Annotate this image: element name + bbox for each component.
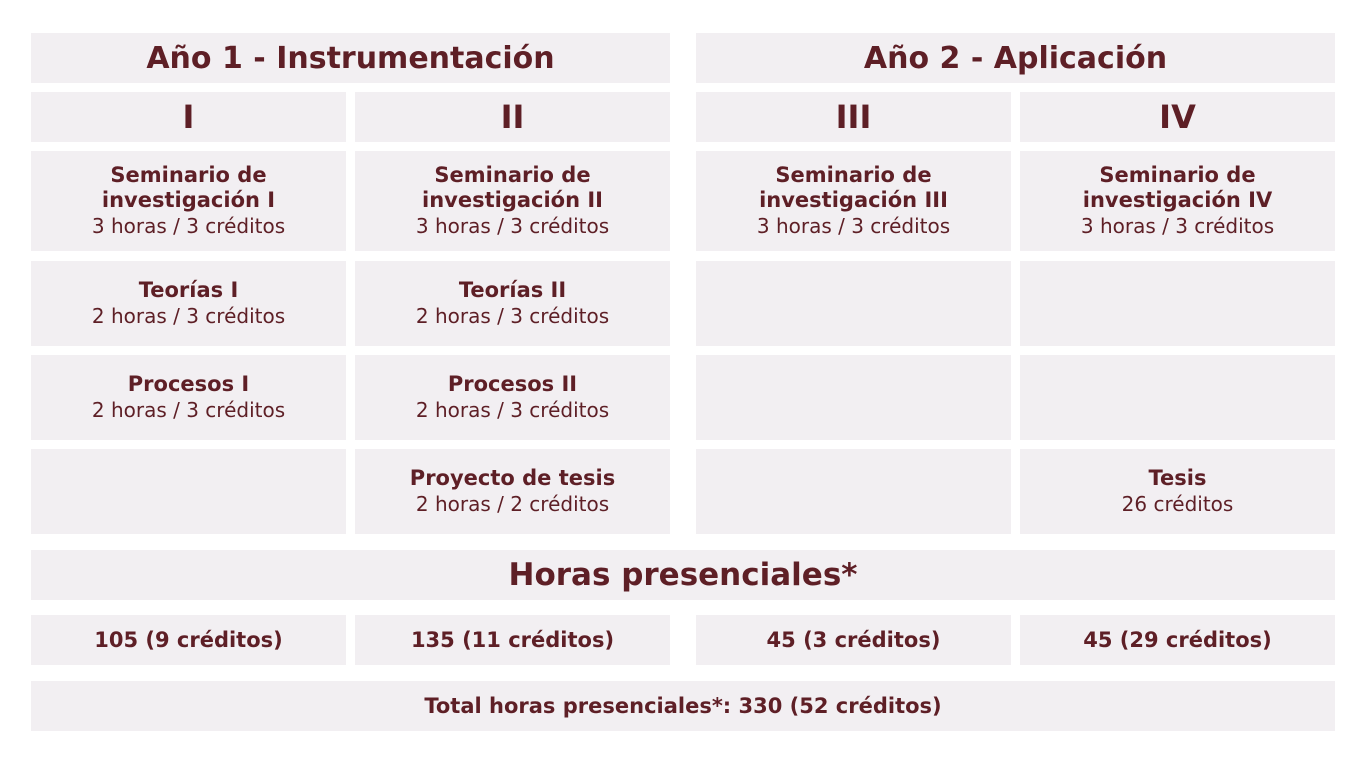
hours-cell-iii xyxy=(696,615,1011,665)
course-cell xyxy=(696,151,1011,251)
course-detail: 3 horas / 3 créditos xyxy=(1080,214,1275,238)
course-detail: 2 horas / 3 créditos xyxy=(91,304,286,328)
empty-cell xyxy=(696,355,1011,440)
hours-section-header xyxy=(31,550,1335,600)
year-2-header xyxy=(696,33,1335,83)
course-name: Teorías I xyxy=(138,278,239,302)
year-2-title: Año 2 - Aplicación xyxy=(863,40,1168,76)
hours-value: 135 (11 créditos) xyxy=(410,628,615,652)
course-detail: 3 horas / 3 créditos xyxy=(756,214,951,238)
hours-value: 105 (9 créditos) xyxy=(94,628,283,652)
course-detail: 3 horas / 3 créditos xyxy=(415,214,610,238)
course-name: Teorías II xyxy=(458,278,567,302)
empty-cell xyxy=(1020,261,1335,346)
total-hours-text: Total horas presenciales*: 330 (52 créditos) xyxy=(424,694,942,718)
course-detail: 26 créditos xyxy=(1121,492,1234,516)
total-hours-row xyxy=(31,681,1335,731)
course-detail: 2 horas / 2 créditos xyxy=(415,492,610,516)
course-cell xyxy=(31,151,346,251)
semester-header-iv xyxy=(1020,92,1335,142)
hours-section-title: Horas presenciales* xyxy=(508,557,858,593)
hours-cell-iv xyxy=(1020,615,1335,665)
semester-label: II xyxy=(500,98,525,136)
course-cell xyxy=(355,355,670,440)
year-1-header xyxy=(31,33,670,83)
course-cell xyxy=(355,261,670,346)
course-name: Procesos I xyxy=(127,372,250,396)
course-name: Procesos II xyxy=(447,372,578,396)
empty-cell xyxy=(696,449,1011,534)
course-cell xyxy=(31,355,346,440)
course-name: Seminario de investigación IV xyxy=(1082,163,1273,212)
empty-cell xyxy=(696,261,1011,346)
course-detail: 3 horas / 3 créditos xyxy=(91,214,286,238)
course-cell xyxy=(31,261,346,346)
semester-label: I xyxy=(182,98,195,136)
course-name: Tesis xyxy=(1148,466,1207,490)
course-detail: 2 horas / 3 créditos xyxy=(415,304,610,328)
course-name: Seminario de investigación I xyxy=(101,163,276,212)
empty-cell xyxy=(31,449,346,534)
semester-label: IV xyxy=(1159,98,1196,136)
course-detail: 2 horas / 3 créditos xyxy=(91,398,286,422)
course-detail: 2 horas / 3 créditos xyxy=(415,398,610,422)
course-name: Seminario de investigación II xyxy=(422,163,603,212)
course-cell xyxy=(1020,449,1335,534)
course-name: Proyecto de tesis xyxy=(409,466,616,490)
hours-value: 45 (29 créditos) xyxy=(1083,628,1272,652)
hours-value: 45 (3 créditos) xyxy=(766,628,941,652)
hours-cell-ii xyxy=(355,615,670,665)
hours-cell-i xyxy=(31,615,346,665)
course-name: Seminario de investigación III xyxy=(759,163,948,212)
semester-header-i xyxy=(31,92,346,142)
semester-label: III xyxy=(835,98,872,136)
semester-header-ii xyxy=(355,92,670,142)
semester-header-iii xyxy=(696,92,1011,142)
empty-cell xyxy=(1020,355,1335,440)
course-cell xyxy=(355,449,670,534)
year-1-title: Año 1 - Instrumentación xyxy=(146,40,555,76)
course-cell xyxy=(1020,151,1335,251)
course-cell xyxy=(355,151,670,251)
